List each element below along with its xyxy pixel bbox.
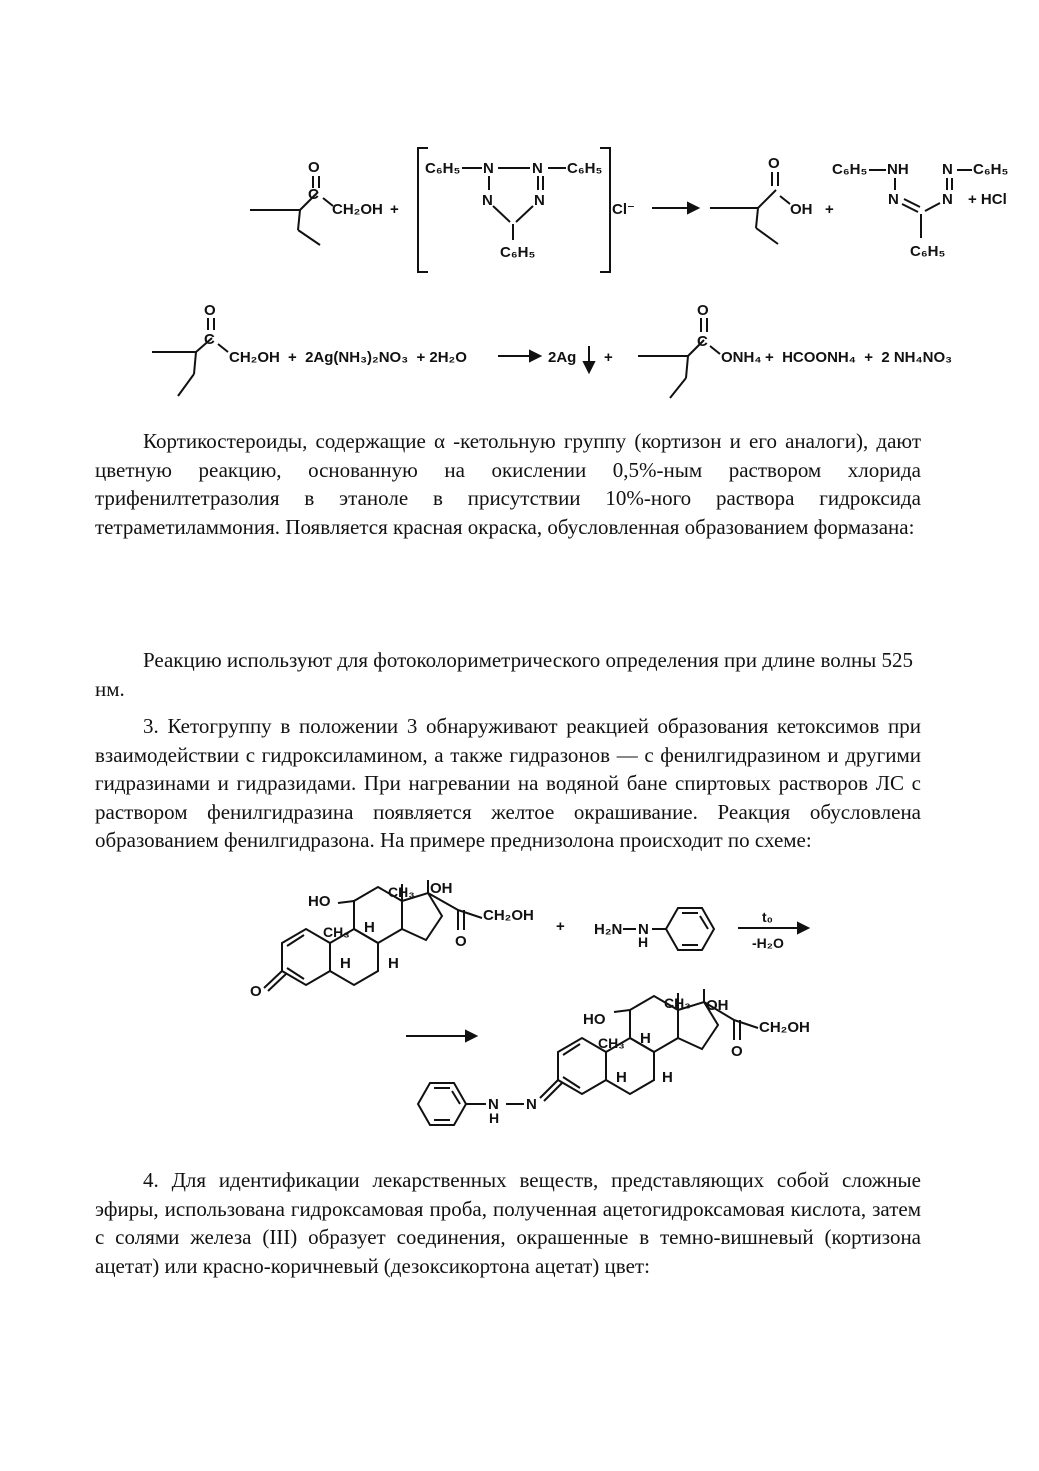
scheme3-h-5: H [640, 1030, 651, 1047]
scheme-1 [250, 148, 1008, 272]
scheme3-h-7: H [662, 1069, 673, 1086]
scheme3-t0: t₀ [762, 909, 773, 925]
scheme3-h-3: H [388, 955, 399, 972]
scheme3-o-2: O [250, 983, 262, 1000]
paragraph-alpha-ketol: Кортикостероиды, содержащие α -кетольную группу (кортизон и его аналоги), дают цветную реакцию, основанную на окислении 0,5%-ным раствором хлорида трифенилтетразолия в этаноле в присутствии 10%-ного раствора гидроксида тетраметиламмония. Появляется красная окраска, обусловленная образованием формазана: [95, 429, 921, 539]
scheme3-ho-2: HO [583, 1011, 606, 1028]
scheme1-n-2: N [532, 160, 543, 177]
scheme3-h-4: H [638, 934, 649, 950]
scheme2-ch2oh: CH₂OH [229, 349, 280, 366]
scheme1-c6h5-d: C₆H₅ [832, 161, 868, 178]
scheme3-minus-h2o: -H₂O [752, 935, 784, 951]
scheme1-c6h5-c: C₆H₅ [500, 244, 536, 261]
scheme1-n-6: N [888, 191, 899, 208]
scheme1-hcl: + HCl [968, 191, 1007, 208]
scheme3-h-1: H [364, 919, 375, 936]
paragraph-hydroxamic-test: 4. Для идентификации лекарственных веществ, представляющих собой сложные эфиры, использована гидроксамовая проба, полученная ацетогидроксамовая кислота, затем с солями железа (III) образует соединения, окрашенные в темно-вишневый (кортизона ацетат) или красно-коричневый (дезоксикортона ацетат) цвет: [95, 1168, 921, 1278]
scheme1-plus-1: + [390, 201, 399, 218]
scheme3-o-3: O [731, 1043, 743, 1060]
scheme1-c6h5-b: C₆H₅ [567, 160, 603, 177]
scheme2-reagents: + 2Ag(NH₃)₂NO₃ + 2H₂O [288, 349, 467, 366]
scheme1-n-3: N [482, 192, 493, 209]
scheme3-h2n: H₂N [594, 921, 623, 938]
paragraph-wavelength: Реакцию используют для фотоколориметрического определения при длине волны 525 нм. [95, 648, 914, 701]
scheme1-chloride: Cl⁻ [612, 201, 635, 218]
scheme3-plus: + [556, 918, 565, 935]
scheme1-n-1: N [483, 160, 494, 177]
scheme3-ch2oh-2: CH₂OH [759, 1019, 810, 1036]
scheme3-oh-1: OH [430, 880, 453, 897]
scheme2-o-1: O [204, 302, 216, 319]
scheme1-c6h5-e: C₆H₅ [973, 161, 1009, 178]
paragraph-ketogroup: 3. Кетогруппу в положении 3 обнаруживают реакцией образования кетоксимов при взаимодействии с гидроксиламином, а также гидразонов — с фенилгидразином и другими гидразинами и гидразидами. При нагревании на водяной бане спиртовых растворов ЛС с раствором фенилгидразина появляется желтое окрашивание. Реакция обусловлена образованием фенилгидразона. На примере преднизолона происходит по схеме: [95, 714, 921, 852]
benzene-ring-2 [418, 1083, 466, 1125]
scheme1-c6h5-a: C₆H₅ [425, 160, 461, 177]
scheme1-nh: NH [887, 161, 909, 178]
scheme3-h-6: H [616, 1069, 627, 1086]
scheme3-n-1: N [638, 921, 649, 938]
scheme3-n-3: N [526, 1096, 537, 1113]
scheme1-n-7: N [942, 191, 953, 208]
scheme2-products: + HCOONH₄ + 2 NH₄NO₃ [765, 349, 953, 366]
scheme1-n-4: N [534, 192, 545, 209]
scheme1-c6h5-f: C₆H₅ [910, 243, 946, 260]
scheme2-silver: 2Ag [548, 349, 577, 366]
scheme1-plus-2: + [825, 201, 834, 218]
scheme3-n-2: N [488, 1096, 499, 1113]
scheme2-c-2: C [697, 333, 708, 350]
scheme3-h-8: H [489, 1110, 500, 1126]
scheme1-oh: OH [790, 201, 813, 218]
scheme3-oh-2: OH [706, 997, 729, 1014]
benzene-ring-1 [666, 908, 714, 950]
scheme3-ch3-3: CH₃ [664, 995, 691, 1011]
scheme2-onh4: ONH₄ [721, 349, 762, 366]
scheme1-o-2: O [768, 155, 780, 172]
scheme3-ch3-2: CH₃ [323, 924, 350, 940]
scheme3-ch2oh-1: CH₂OH [483, 907, 534, 924]
scheme3-ch3-1: CH₃ [388, 884, 415, 900]
scheme1-o-1: O [308, 159, 320, 176]
scheme3-ho-1: HO [308, 893, 331, 910]
scheme2-plus: + [604, 349, 613, 366]
scheme1-c-1: C [308, 186, 319, 203]
scheme3-h-2: H [340, 955, 351, 972]
scheme2-c-1: C [204, 331, 215, 348]
scheme1-ch2oh: CH₂OH [332, 201, 383, 218]
scheme3-o-1: O [455, 933, 467, 950]
scheme2-o-2: O [697, 302, 709, 319]
scheme3-ch3-4: CH₃ [598, 1035, 625, 1051]
scheme-3 [250, 880, 810, 1126]
scheme-2 [152, 302, 952, 398]
scheme1-n-5: N [942, 161, 953, 178]
